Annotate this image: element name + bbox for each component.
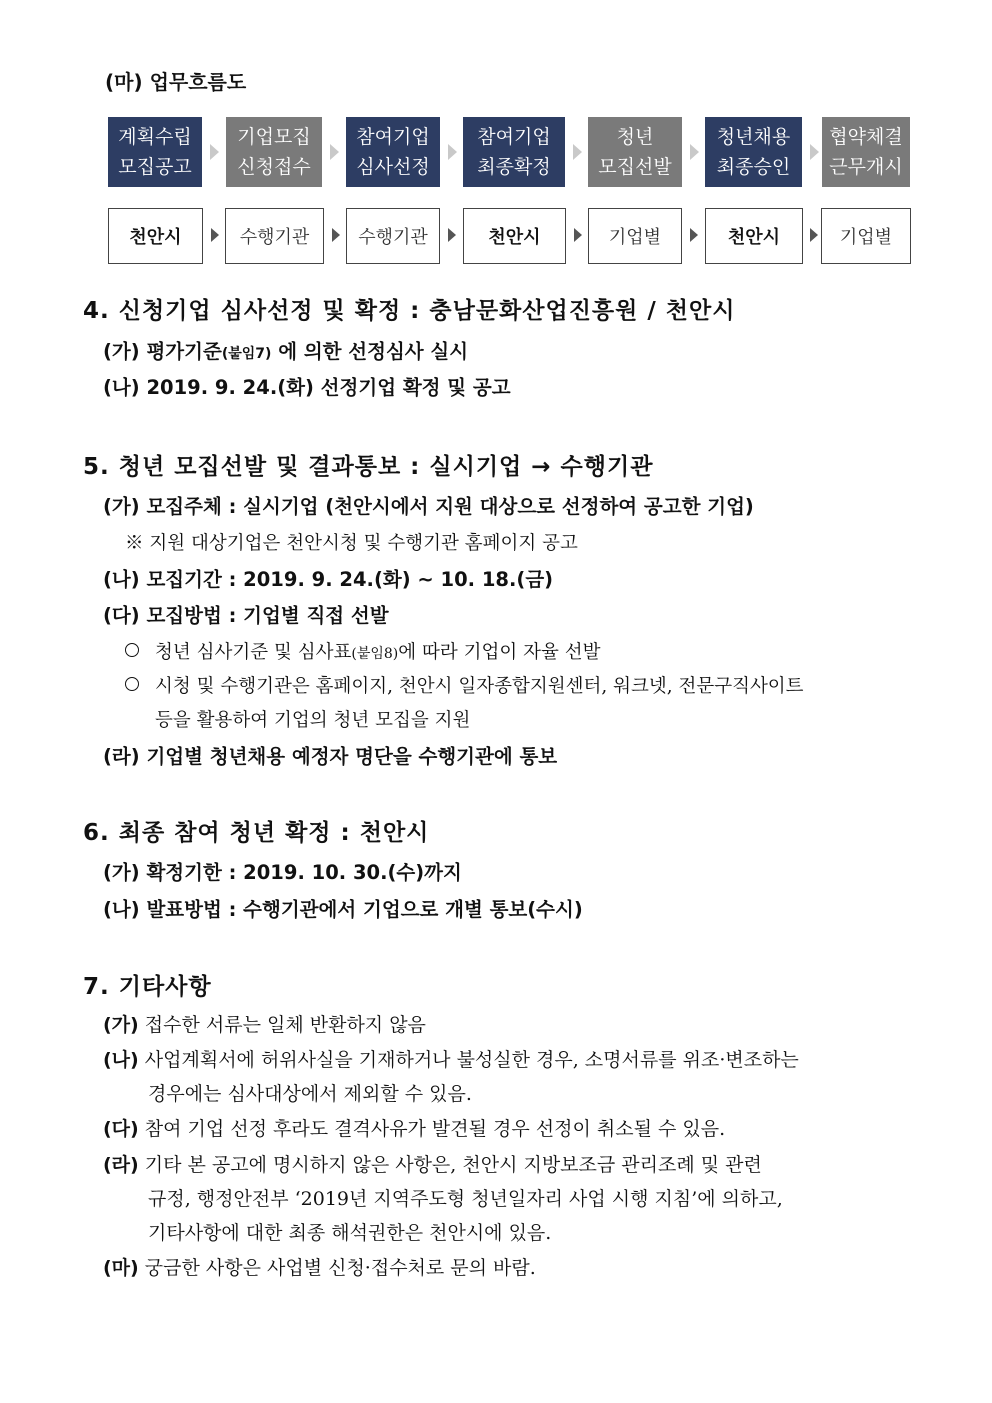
- flow-arrow-icon: [573, 144, 582, 160]
- flow-arrow-icon: [448, 144, 457, 160]
- flow-step-line1: 참여기업: [477, 126, 551, 148]
- flow-responsible-2: 수행기관: [225, 208, 324, 264]
- flow-arrow-icon: [210, 144, 219, 160]
- section7-heading: 7. 기타사항: [83, 974, 212, 1000]
- bullet-text-post: 에 따라 기업이 자율 선발: [398, 642, 601, 663]
- section4-item-a: [103, 336, 468, 364]
- circle-bullet-icon: [125, 677, 139, 691]
- flow-step-line2: 모집선발: [598, 156, 672, 178]
- section5-bullet-2: [125, 672, 804, 698]
- section6-heading: 6. 최종 참여 청년 확정 : 천안시: [83, 820, 430, 846]
- item-label: (라): [103, 1154, 139, 1176]
- flow-arrow-icon: [332, 228, 340, 242]
- flow-step-4: [463, 117, 565, 187]
- section4-item-b: (나) 2019. 9. 24.(화) 선정기업 확정 및 공고: [103, 376, 511, 399]
- section7-item-e: [103, 1253, 536, 1280]
- flow-step-line2: 모집공고: [118, 156, 192, 178]
- flow-step-line2: 최종승인: [716, 156, 791, 178]
- flow-step-line1: 참여기업: [356, 126, 430, 148]
- bullet-ref: (붙임8): [351, 646, 399, 662]
- section7-item-d-cont-2: 기타사항에 대한 최종 해석권한은 천안시에 있음.: [148, 1222, 552, 1244]
- flow-responsible-3: 수행기관: [346, 208, 440, 264]
- item-label: (다): [103, 1118, 139, 1140]
- flow-step-line1: 청년: [616, 126, 654, 148]
- section5-item-b: (나) 모집기간 : 2019. 9. 24.(화) ~ 10. 18.(금): [103, 568, 554, 591]
- flow-step-5: [588, 117, 682, 187]
- section5-item-d: (라) 기업별 청년채용 예정자 명단을 수행기관에 통보: [103, 745, 558, 768]
- flow-step-line2: 심사선정: [356, 156, 430, 178]
- section7-item-a: [103, 1010, 426, 1037]
- item-label: (가): [103, 1014, 139, 1036]
- section4-heading: 4. 신청기업 심사선정 및 확정 : 충남문화산업진흥원 / 천안시: [83, 298, 736, 324]
- section5-bullet-1: [125, 638, 600, 664]
- flow-responsible-1: 천안시: [108, 208, 203, 264]
- flow-arrow-icon: [330, 144, 339, 160]
- bullet-text: 청년 심사기준 및 심사표: [155, 642, 352, 663]
- flow-responsible-7: 기업별: [821, 208, 911, 264]
- flow-arrow-icon: [810, 144, 819, 160]
- section6-item-a: (가) 확정기한 : 2019. 10. 30.(수)까지: [103, 861, 462, 884]
- flow-responsible-4: 천안시: [463, 208, 566, 264]
- section5-item-c: (다) 모집방법 : 기업별 직접 선발: [103, 604, 389, 627]
- flow-step-6: [705, 117, 802, 187]
- section5-bullet-2-cont: 등을 활용하여 기업의 청년 모집을 지원: [155, 710, 471, 731]
- flow-step-line2: 근무개시: [829, 156, 903, 178]
- flow-arrow-icon: [448, 228, 456, 242]
- item-label: (마): [103, 1257, 139, 1279]
- flow-step-line2: 최종확정: [477, 156, 551, 178]
- section7-item-d: [103, 1150, 762, 1177]
- item-text: 참여 기업 선정 후라도 결격사유가 발견될 경우 선정이 취소될 수 있음.: [144, 1118, 726, 1140]
- flow-arrow-icon: [211, 228, 219, 242]
- flow-responsible-5: 기업별: [588, 208, 682, 264]
- item-text: 사업계획서에 허위사실을 기재하거나 불성실한 경우, 소명서류를 위조·변조하는: [144, 1049, 799, 1071]
- flow-arrow-icon: [690, 144, 699, 160]
- bullet-text: 시청 및 수행기관은 홈페이지, 천안시 일자종합지원센터, 워크넷, 전문구직사이트: [155, 676, 804, 697]
- item-text: 궁금한 사항은 사업별 신청·접수처로 문의 바람.: [144, 1257, 536, 1279]
- section4-item-a-ref: (붙임7): [221, 346, 272, 362]
- flow-step-2: [226, 117, 322, 187]
- flow-step-line2: 신청접수: [237, 156, 311, 178]
- section5-heading: 5. 청년 모집선발 및 결과통보 : 실시기업 → 수행기관: [83, 454, 654, 480]
- flow-step-1: [108, 117, 202, 187]
- section5-note: ※ 지원 대상기업은 천안시청 및 수행기관 홈페이지 공고: [125, 533, 578, 554]
- flow-step-7: [822, 117, 910, 187]
- item-label: (나): [103, 1049, 139, 1071]
- flow-responsible-6: 천안시: [705, 208, 803, 264]
- section5-item-a: (가) 모집주체 : 실시기업 (천안시에서 지원 대상으로 선정하여 공고한 기업): [103, 495, 754, 518]
- section7-item-b: [103, 1045, 799, 1072]
- flow-step-line1: 협약체결: [829, 126, 903, 148]
- section7-item-d-cont-1: 규정, 행정안전부 ‘2019년 지역주도형 청년일자리 사업 시행 지침’에 의하고,: [148, 1188, 783, 1210]
- item-text: 기타 본 공고에 명시하지 않은 사항은, 천안시 지방보조금 관리조례 및 관련: [144, 1154, 762, 1176]
- flow-step-line1: 기업모집: [237, 126, 311, 148]
- circle-bullet-icon: [125, 643, 139, 657]
- flow-step-line1: 청년채용: [716, 126, 791, 148]
- section4-item-a-text-post: 에 의한 선정심사 실시: [271, 340, 469, 363]
- flow-arrow-icon: [690, 228, 698, 242]
- flow-arrow-icon: [810, 228, 818, 242]
- flow-title: (마) 업무흐름도: [105, 70, 247, 94]
- section6-item-b: (나) 발표방법 : 수행기관에서 기업으로 개별 통보(수시): [103, 898, 583, 921]
- item-text: 접수한 서류는 일체 반환하지 않음: [144, 1014, 426, 1036]
- flow-step-line1: 계획수립: [118, 126, 192, 148]
- section4-item-a-text: (가) 평가기준: [103, 340, 222, 363]
- section7-item-c: [103, 1114, 725, 1141]
- flow-arrow-icon: [574, 228, 582, 242]
- section7-item-b-cont: 경우에는 심사대상에서 제외할 수 있음.: [148, 1083, 472, 1105]
- flow-step-3: [346, 117, 440, 187]
